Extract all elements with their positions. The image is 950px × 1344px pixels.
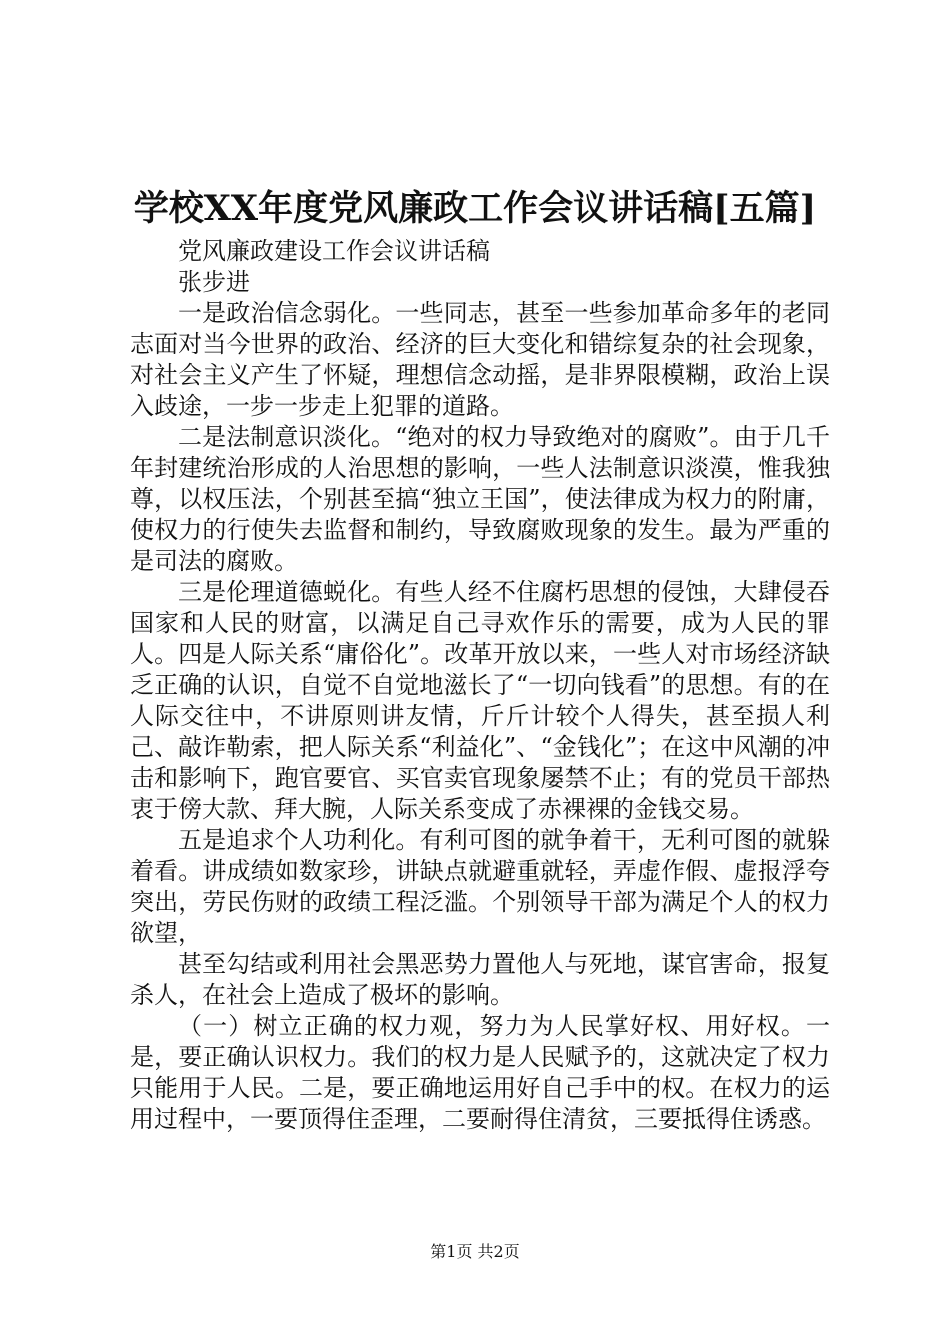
paragraph-1: 一是政治信念弱化。一些同志，甚至一些参加革命多年的老同志面对当今世界的政治、经济的巨大变化和错综复杂的社会现象，对社会主义产生了怀疑，理想信念动摇，是非界限模糊，政治上误入歧途，一步一步走上犯罪的道路。 bbox=[130, 299, 830, 420]
paragraph-6: （一）树立正确的权力观，努力为人民掌好权、用好权。一是，要正确认识权力。我们的权力是人民赋予的，这就决定了权力只能用于人民。二是，要正确地运用好自己手中的权。在权力的运用过程中，一要顶得住歪理，二要耐得住清贫，三要抵得住诱惑。 bbox=[130, 1012, 830, 1133]
paragraph-3: 三是伦理道德蜕化。有些人经不住腐朽思想的侵蚀，大肆侵吞国家和人民的财富，以满足自己寻欢作乐的需要，成为人民的罪人。四是人际关系“庸俗化”。改革开放以来，一些人对市场经济缺乏正确的认识，自觉不自觉地滋长了“一切向钱看”的思想。有的在人际交往中，不讲原则讲友情，斤斤计较个人得失，甚至损人利己、敲诈勒索，把人际关系“利益化”、“金钱化”；在这中风潮的冲击和影响下，跑官要官、买官卖官现象屡禁不止；有的党员干部热衷于傍大款、拜大腕，人际关系变成了赤裸裸的金钱交易。 bbox=[130, 578, 830, 823]
document-title: 学校XX年度党风廉政工作会议讲话稿[五篇] bbox=[133, 188, 817, 229]
document-author: 张步进 bbox=[178, 268, 250, 296]
document-subtitle: 党风廉政建设工作会议讲话稿 bbox=[178, 237, 490, 265]
paragraph-5: 甚至勾结或利用社会黑恶势力置他人与死地，谋官害命，报复杀人，在社会上造成了极坏的影响。 bbox=[130, 950, 830, 1009]
page-number-footer: 第1页 共2页 bbox=[430, 1242, 520, 1261]
paragraph-2: 二是法制意识淡化。“绝对的权力导致绝对的腐败”。由于几千年封建统治形成的人治思想的影响，一些人法制意识淡漠，惟我独尊，以权压法，个别甚至搞“独立王国”，使法律成为权力的附庸，使权力的行使失去监督和制约，导致腐败现象的发生。最为严重的是司法的腐败。 bbox=[130, 423, 830, 575]
document-body bbox=[130, 236, 830, 1135]
paragraph-4: 五是追求个人功利化。有利可图的就争着干，无利可图的就躲着看。讲成绩如数家珍，讲缺点就避重就轻，弄虚作假、虚报浮夸突出，劳民伤财的政绩工程泛滥。个别领导干部为满足个人的权力欲望， bbox=[130, 826, 830, 947]
